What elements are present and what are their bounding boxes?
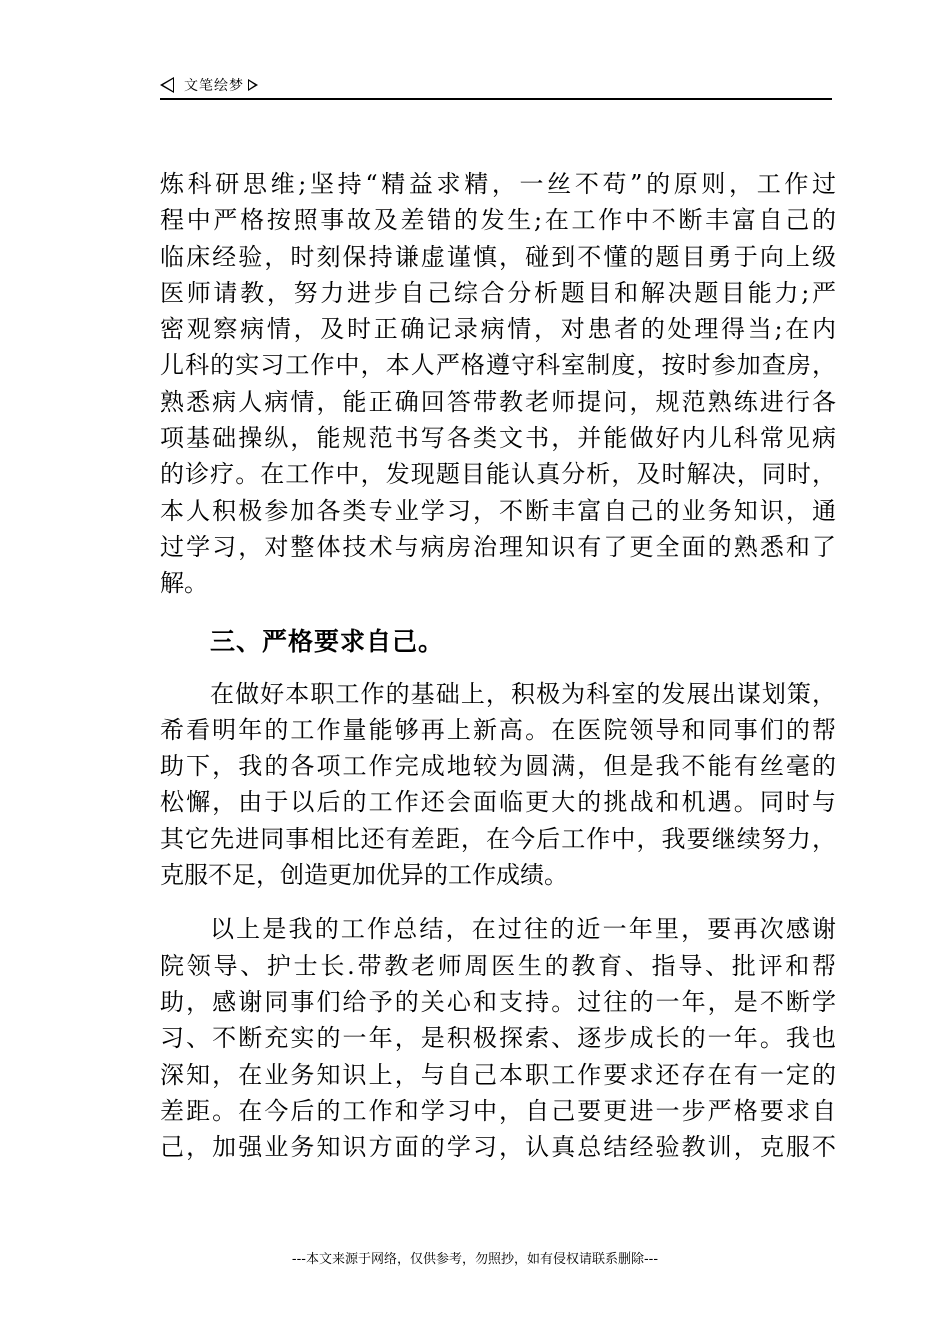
header-brand: 文笔绘梦 [184, 78, 244, 94]
text-line: 助，感谢同事们给予的关心和支持。过往的一年，是不断学 [160, 987, 836, 1016]
text-line: 己，加强业务知识方面的学习，认真总结经验教训，克服不 [160, 1133, 836, 1162]
text-line: 克服不足，创造更加优异的工作成绩。 [160, 861, 568, 890]
text-line: 习、不断充实的一年，是积极探索、逐步成长的一年。我也 [160, 1024, 836, 1053]
text-line: 在做好本职工作的基础上，积极为科室的发展出谋划策， [210, 679, 836, 708]
page-footer: ---本文来源于网络，仅供参考，勿照抄，如有侵权请联系删除--- [291, 1252, 659, 1267]
text-line: 本人积极参加各类专业学习，不断丰富自己的业务知识，通 [160, 496, 836, 525]
text-line: 炼科研思维;坚持“精益求精，一丝不苟”的原则，工作过 [160, 170, 836, 198]
text-line: 松懈，由于以后的工作还会面临更大的挑战和机遇。同时与 [160, 788, 836, 817]
text-line: 助下，我的各项工作完成地较为圆满，但是我不能有丝毫的 [160, 752, 836, 781]
page-header [160, 74, 832, 100]
triangle-left-icon [160, 77, 174, 93]
paragraph-3 [160, 911, 836, 1165]
text-line: 解。 [160, 569, 208, 598]
document-body [160, 166, 836, 1165]
text-line: 的诊疗。在工作中，发现题目能认真分析，及时解决，同时， [160, 460, 836, 489]
text-line: 差距。在今后的工作和学习中，自己要更进一步严格要求自 [160, 1096, 836, 1125]
text-line: 密观察病情，及时正确记录病情，对患者的处理得当;在内 [160, 315, 836, 344]
text-line: 希看明年的工作量能够再上新高。在医院领导和同事们的帮 [160, 715, 836, 744]
text-line: 项基础操纵，能规范书写各类文书，并能做好内儿科常见病 [160, 424, 836, 453]
paragraph-2 [160, 676, 836, 894]
text-line: 熟悉病人病情，能正确回答带教老师提问，规范熟练进行各 [160, 387, 836, 416]
text-line: 儿科的实习工作中，本人严格遵守科室制度，按时参加查房， [160, 351, 836, 380]
text-line: 深知，在业务知识上，与自己本职工作要求还存在有一定的 [160, 1060, 836, 1089]
section-heading: 三、严格要求自己。 [210, 626, 445, 656]
text-line: 其它先进同事相比还有差距，在今后工作中，我要继续努力， [160, 824, 836, 853]
text-line: 医师请教，努力进步自己综合分析题目和解决题目能力;严 [160, 278, 836, 307]
triangle-right-icon [248, 79, 258, 91]
text-line: 临床经验，时刻保持谦虚谨慎，碰到不懂的题目勇于向上级 [160, 242, 836, 271]
text-line: 以上是我的工作总结，在过往的近一年里，要再次感谢 [210, 915, 836, 944]
text-line: 过学习，对整体技术与病房治理知识有了更全面的熟悉和了 [160, 532, 836, 561]
text-line: 院领导、护士长.带教老师周医生的教育、指导、批评和帮 [160, 951, 836, 980]
paragraph-1 [160, 166, 836, 602]
text-line: 程中严格按照事故及差错的发生;在工作中不断丰富自己的 [160, 206, 836, 235]
